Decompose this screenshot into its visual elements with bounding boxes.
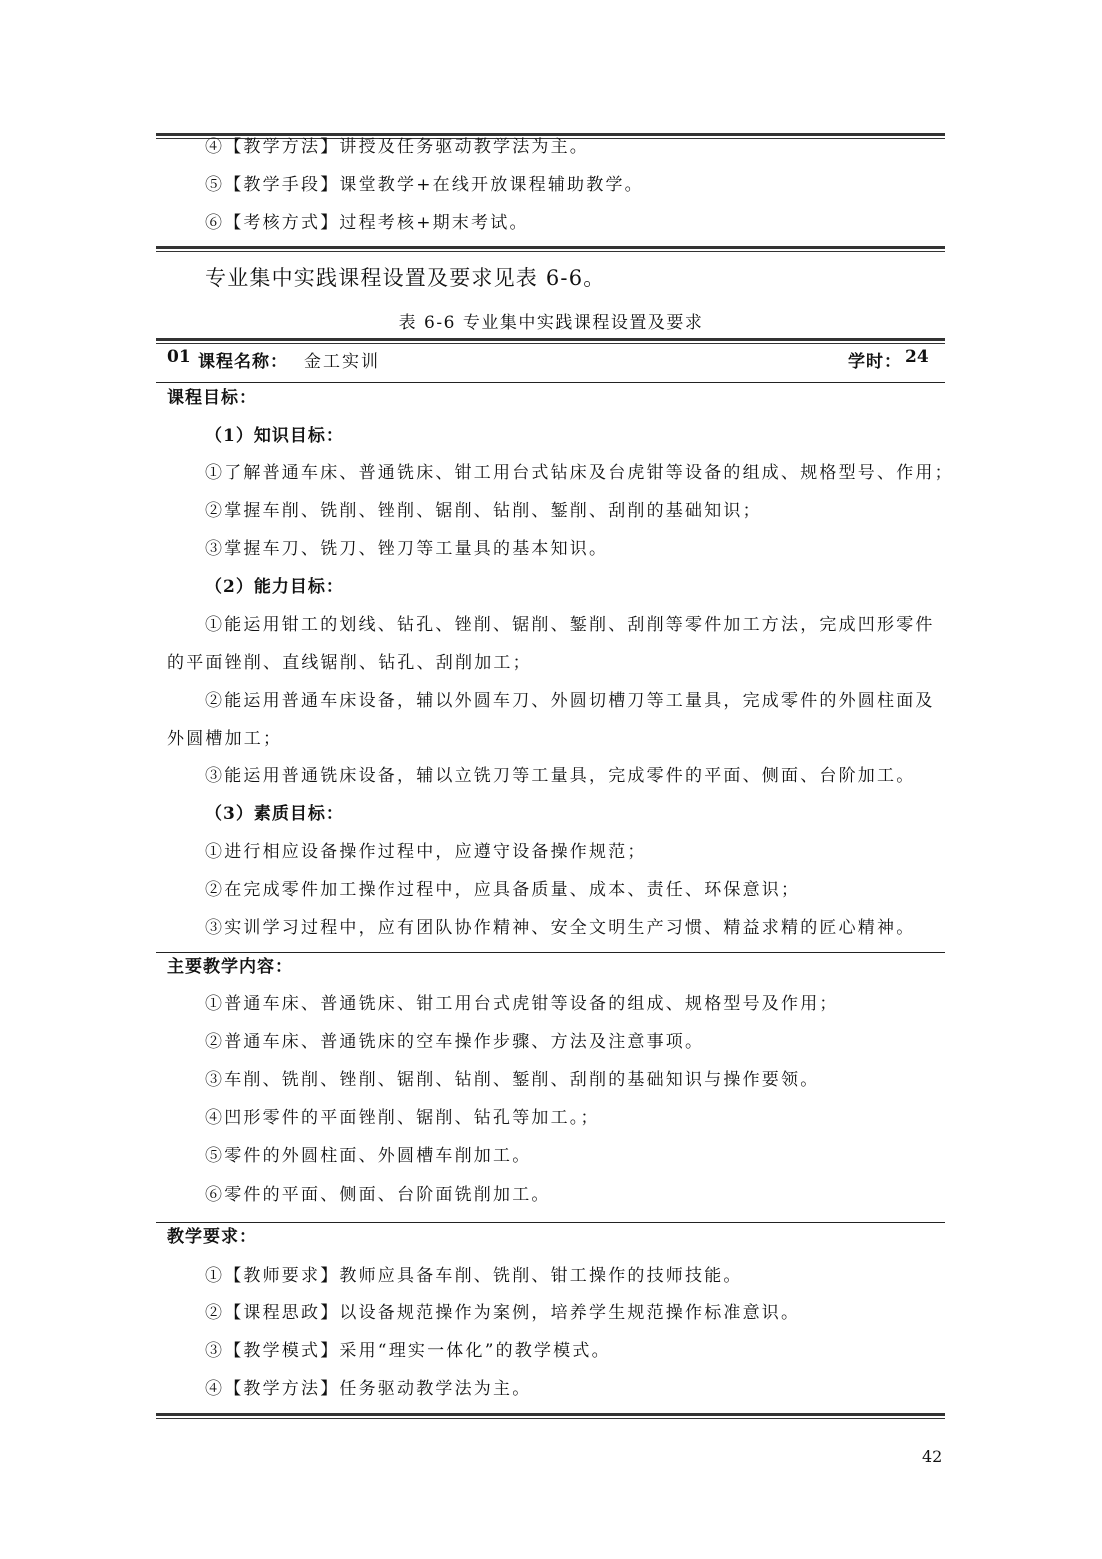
table-top-rule [156, 338, 945, 344]
course-name-label: 课程名称： [198, 352, 288, 372]
ability-goals-title: （2）能力目标： [205, 577, 344, 597]
ability-goal-2a: ②能运用普通车床设备，辅以外圆车刀、外圆切槽刀等工量具，完成零件的外圆柱面及 [205, 691, 935, 711]
course-hours: 24 [905, 347, 929, 367]
quality-goals-title: （3）素质目标： [205, 804, 344, 824]
knowledge-goal-1: ①了解普通车床、普通铣床、钳工用台式钻床及台虎钳等设备的组成、规格型号、作用； [205, 463, 954, 483]
quality-goal-1: ①进行相应设备操作过程中，应遵守设备操作规范； [205, 842, 647, 862]
requirements-title: 教学要求： [167, 1227, 257, 1247]
table-bottom-rule [156, 1413, 945, 1419]
requirement-3: ③【教学模式】采用“理实一体化”的教学模式。 [205, 1341, 611, 1361]
content-item-5: ⑤零件的外圆柱面、外圆槽车削加工。 [205, 1146, 532, 1166]
requirement-4: ④【教学方法】任务驱动教学法为主。 [205, 1379, 532, 1399]
page-number: 42 [922, 1447, 943, 1466]
course-hours-label: 学时： [848, 352, 902, 372]
prev-table-bottom-rule [156, 246, 945, 252]
goals-title: 课程目标： [167, 388, 257, 408]
content-item-6: ⑥零件的平面、侧面、台阶面铣削加工。 [205, 1185, 551, 1205]
content-title: 主要教学内容： [167, 957, 293, 977]
goals-bottom-rule [156, 952, 945, 953]
content-item-2: ②普通车床、普通铣床的空车操作步骤、方法及注意事项。 [205, 1032, 705, 1052]
ability-goal-1b: 的平面锉削、直线锯削、钻孔、刮削加工； [167, 653, 532, 673]
table-caption: 表 6-6 专业集中实践课程设置及要求 [398, 313, 704, 333]
requirement-2: ②【课程思政】以设备规范操作为案例，培养学生规范操作标准意识。 [205, 1303, 801, 1323]
course-number: 01 [167, 347, 191, 367]
intro-paragraph: 专业集中实践课程设置及要求见表 6-6。 [205, 266, 606, 290]
knowledge-goal-2: ②掌握车削、铣削、锉削、锯削、钻削、錾削、刮削的基础知识； [205, 501, 762, 521]
prev-method-line: ④【教学方法】讲授及任务驱动教学法为主。 [205, 137, 589, 157]
prev-assessment-line: ⑥【考核方式】过程考核+期末考试。 [205, 213, 529, 233]
content-bottom-rule [156, 1222, 945, 1223]
quality-goal-2: ②在完成零件加工操作过程中，应具备质量、成本、责任、环保意识； [205, 880, 801, 900]
prev-means-line: ⑤【教学手段】课堂教学+在线开放课程辅助教学。 [205, 175, 644, 195]
header-row-rule [156, 382, 945, 383]
content-item-1: ①普通车床、普通铣床、钳工用台式虎钳等设备的组成、规格型号及作用； [205, 994, 839, 1014]
knowledge-goal-3: ③掌握车刀、铣刀、锉刀等工量具的基本知识。 [205, 539, 609, 559]
requirement-1: ①【教师要求】教师应具备车削、铣削、钳工操作的技师技能。 [205, 1266, 743, 1286]
ability-goal-1a: ①能运用钳工的划线、钻孔、锉削、锯削、錾削、刮削等零件加工方法，完成凹形零件 [205, 615, 935, 635]
ability-goal-2b: 外圆槽加工； [167, 729, 283, 749]
quality-goal-3: ③实训学习过程中，应有团队协作精神、安全文明生产习惯、精益求精的匠心精神。 [205, 918, 916, 938]
ability-goal-3: ③能运用普通铣床设备，辅以立铣刀等工量具，完成零件的平面、侧面、台阶加工。 [205, 766, 916, 786]
content-item-3: ③车削、铣削、锉削、锯削、钻削、錾削、刮削的基础知识与操作要领。 [205, 1070, 820, 1090]
knowledge-goals-title: （1）知识目标： [205, 426, 344, 446]
course-name: 金工实训 [304, 352, 380, 372]
content-item-4: ④凹形零件的平面锉削、锯削、钻孔等加工。； [205, 1108, 600, 1128]
